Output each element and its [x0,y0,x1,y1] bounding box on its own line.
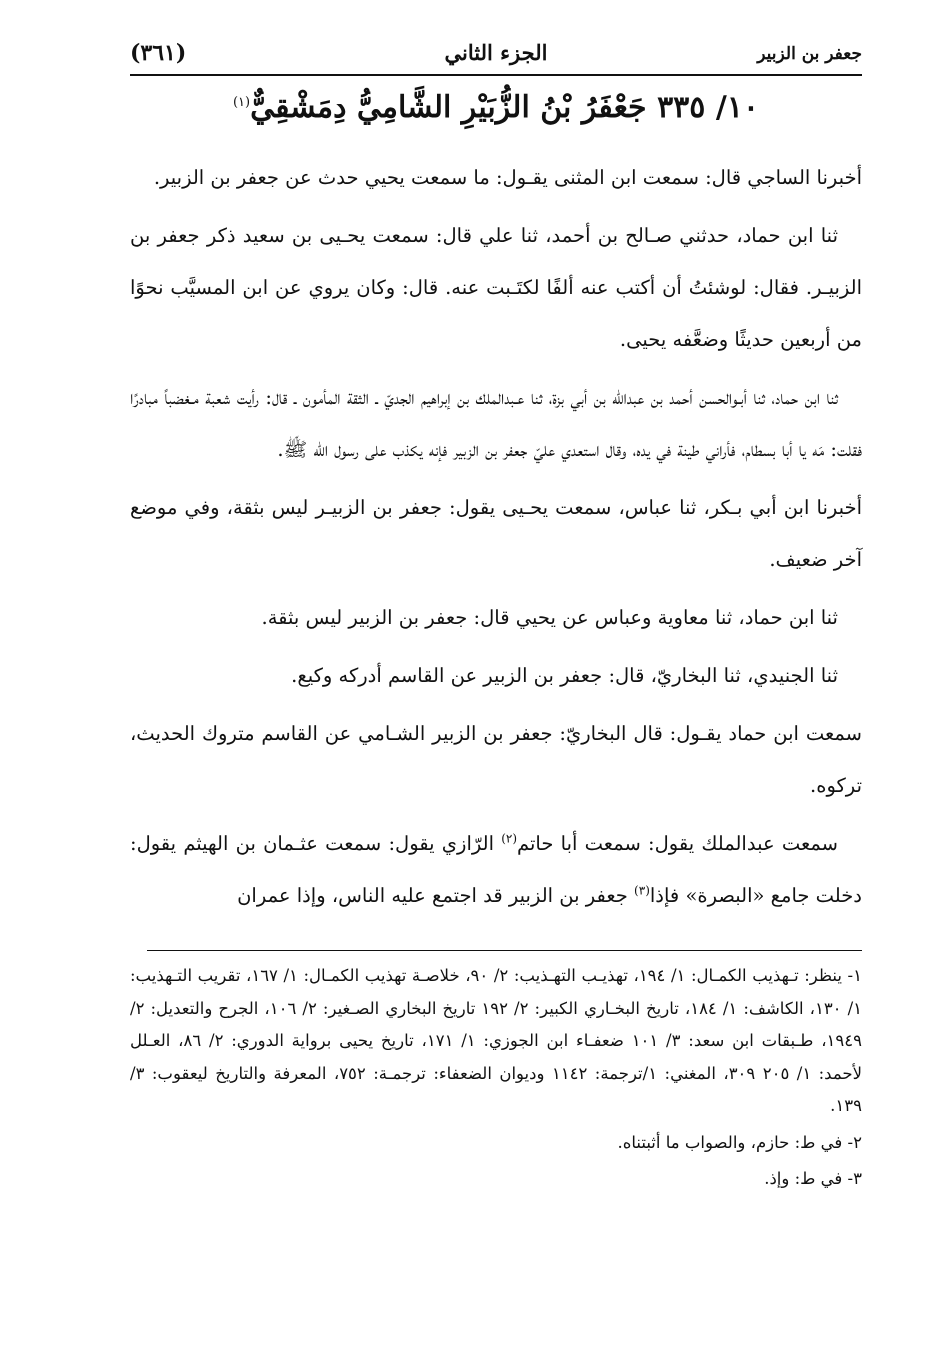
paragraph-text: سمعت ابن حماد يقـول: قال البخاريّ: جعفر بن الزبير الشـامي عن القاسم متروك الحديث، تركوه. [130,722,862,797]
paragraph [130,650,862,702]
paragraph [130,372,862,476]
footnote-ref: (٢) [501,831,518,846]
paragraph [130,592,862,644]
paragraph-text: أخبرنا الساجي قال: سمعت ابن المثنى يقـول: ما سمعت يحيي حدث عن جعفر بن الزبير. [153,166,862,189]
paragraph-text: أخبرنا ابن أبي بـكر، ثنا عباس، سمعت يحـيى يقول: جعفر بن الزبيـر ليس بثقة، وفي موضع آخر ضعيف. [130,496,862,571]
paragraph [130,210,862,366]
header-rule [130,74,862,76]
footnote-ref: (١) [232,95,251,110]
paragraph [130,482,862,586]
footnote-separator [147,950,862,951]
paragraph-text: سمعت عبدالملك يقول: سمعت أبا حاتم [517,832,838,855]
paragraph-text: الرّازي يقول: سمعت عثـمان بن الهيثم يقول: دخلت جامع «البصرة» فإذا [130,832,862,907]
footnote-ref: (٣) [634,883,650,898]
footnotes [130,960,862,1200]
paragraph-text: ثنا ابن حماد، ثنا معاوية وعباس عن يحيي قال: جعفر بن الزبير ليس بثقة. [261,606,838,629]
paragraph [130,708,862,812]
paragraph [130,152,862,204]
paragraph-text: ثنا الجنيدي، ثنا البخاريّ، قال: جعفر بن الزبير عن القاسم أدركه وكيع. [291,664,838,687]
entry-name: جَعْفَرُ بْنُ الزُّبَيْرِ الشَّامِيُّ دِمَشْقِيٌّ [250,90,647,125]
entry-number: ١٠/ ٣٣٥ [657,90,760,125]
paragraph-text: ثنا ابن حماد، حدثني صـالح بن أحمد، ثنا علي قال: سمعت يحـيى بن سعيد ذكر جعفر بن الزبيـر. فقال: لوشئتُ أن أكتب عنه ألفًا لكتَـبت عنه. قال: وكان يروي عن ابن المسيَّب نحوًا من أربعين حديثًا وضعَّفه يحيى. [130,224,862,351]
page-header [130,40,862,76]
paragraph-text: ثنا ابن حماد، ثنا أبـوالحسن أحمد بن عبدالله بن أبي بزة، ثنا عـبدالملك بن إبراهيم الجديّ ـ الثقة المأمون ـ قال: رأيت شعبة مـغضباً مبادرًا فقلت: مَه يا أبا بسطام، فأراني طينة في يده، وقال استعدي عليّ جعفر بن الزبير فإنه يكذب على رسول الله ﷺ. [130,386,862,461]
paragraph [130,818,862,922]
volume-label: الجزء الثاني [444,40,548,65]
footnote-1: ١- ينظر: تـهذيب الكمـال: ١/ ١٩٤، تهذيـب التهـذيب: ٢/ ٩٠، خلاصـة تهذيب الكمـال: ١/ ١٦٧، تقريب التـهذيب: ١/ ١٣٠، الكاشف: ١/ ١٨٤، تاريخ البخـاري الكبير: ٢/ ١٩٢ تاريخ البخاري الصـغير: ٢/ ١٠٦، الجرح والتعديل: ٢/ ١٩٤٩، طـبقات ابن سعد: ٣/ ١٠١ ضعفـاء ابن الجوزي: ١/ ١٧١، تاريخ يحيى برواية الدوري: ٢/ ٨٦، العـلل لأحمد: ١/ ٢٠٥ ٣٠٩، المغني: ١/ترجمة: ١١٤٢ وديوان الضعفاء: ترجمـة: ٧٥٢، المعرفة والتاريخ ليعقوب: ٣/ ١٣٩. [130,966,863,1115]
running-title: جعفر بن الزبير [757,44,862,64]
main-text [130,152,862,928]
footnote-2: ٢- في ط: حازم، والصواب ما أثبتناه. [617,1132,862,1152]
paragraph-text: جعفر بن الزبير قد اجتمع عليه الناس، وإذا عمران [237,884,635,907]
entry-title [130,90,862,125]
page-number: (٣٦١) [130,40,187,66]
footnote-3: ٣- في ط: وإذ. [764,1169,862,1188]
